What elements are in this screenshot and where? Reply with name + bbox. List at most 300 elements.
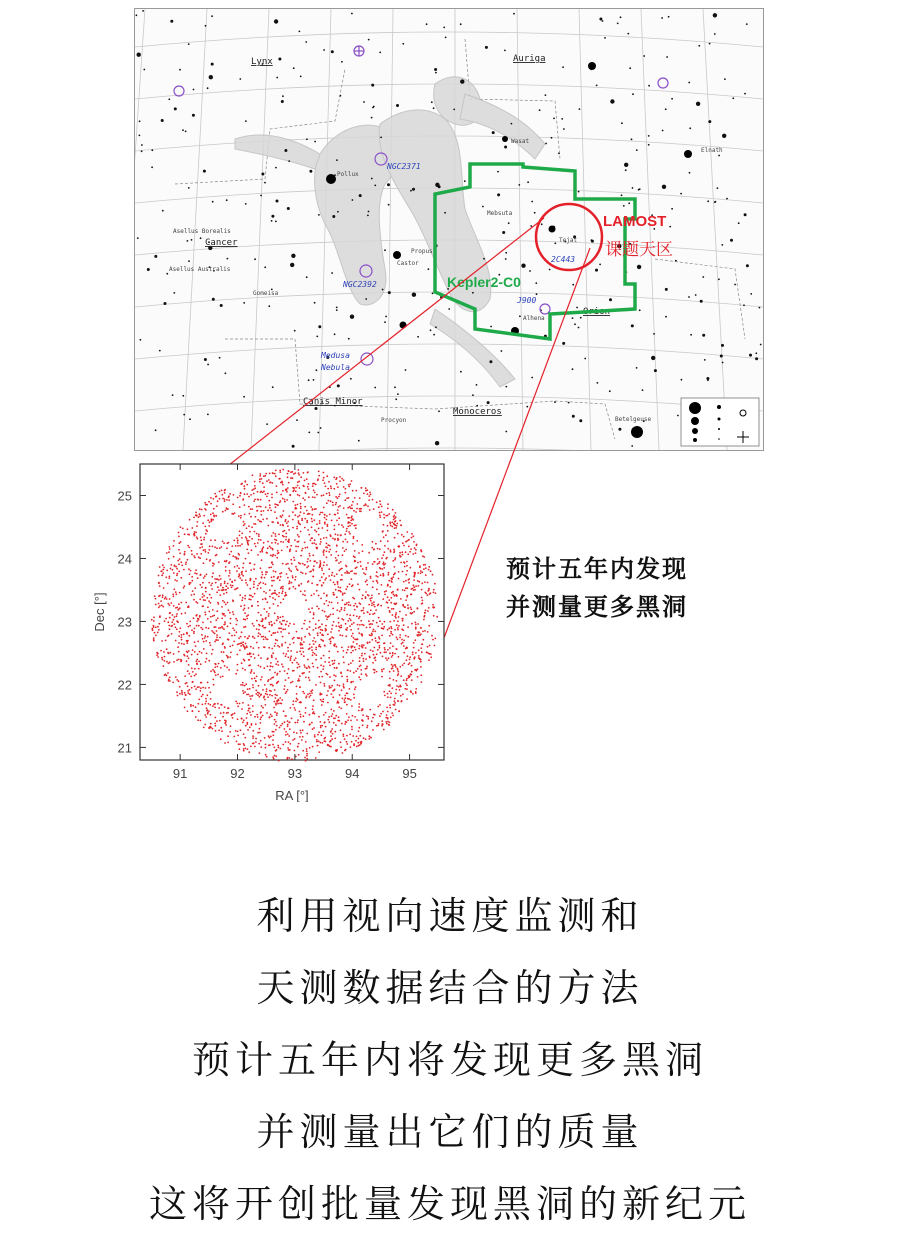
- data-point: [401, 551, 403, 553]
- data-point: [186, 632, 188, 634]
- data-point: [393, 670, 395, 672]
- data-point: [351, 623, 353, 625]
- data-point: [205, 687, 207, 689]
- data-point: [398, 673, 400, 675]
- data-point: [298, 536, 300, 538]
- data-point: [309, 560, 311, 562]
- data-point: [169, 576, 171, 578]
- data-point: [195, 569, 197, 571]
- data-point: [285, 592, 287, 594]
- data-point: [358, 617, 360, 619]
- data-point: [297, 516, 299, 518]
- data-point: [285, 642, 287, 644]
- data-point: [220, 585, 222, 587]
- data-point: [248, 525, 250, 527]
- star-label: Tejat: [559, 237, 578, 244]
- data-point: [243, 485, 245, 487]
- data-point: [176, 568, 178, 570]
- data-point: [350, 520, 352, 522]
- data-point: [280, 588, 282, 590]
- data-point: [181, 634, 183, 636]
- data-point: [325, 741, 327, 743]
- data-point: [375, 575, 377, 577]
- data-point: [277, 645, 279, 647]
- data-point: [323, 494, 325, 496]
- data-point: [349, 525, 351, 527]
- data-point: [181, 693, 183, 695]
- data-point: [356, 508, 358, 510]
- data-point: [270, 684, 272, 686]
- data-point: [329, 549, 331, 551]
- data-point: [244, 598, 246, 600]
- star-label: Gomeisa: [253, 290, 279, 297]
- data-point: [206, 694, 208, 696]
- data-point: [303, 721, 305, 723]
- data-point: [252, 743, 254, 745]
- data-point: [282, 598, 284, 600]
- data-point: [318, 627, 320, 629]
- data-point: [211, 653, 213, 655]
- data-point: [339, 476, 341, 478]
- data-point: [276, 725, 278, 727]
- data-point: [279, 702, 281, 704]
- data-point: [344, 723, 346, 725]
- data-point: [180, 561, 182, 563]
- data-point: [254, 637, 256, 639]
- data-point: [208, 600, 210, 602]
- data-point: [331, 602, 333, 604]
- data-point: [360, 603, 362, 605]
- data-point: [424, 592, 426, 594]
- data-point: [203, 599, 205, 601]
- data-point: [294, 539, 296, 541]
- data-point: [257, 554, 259, 556]
- data-point: [339, 480, 341, 482]
- data-point: [392, 645, 394, 647]
- data-point: [269, 694, 271, 696]
- data-point: [333, 594, 335, 596]
- data-point: [259, 551, 261, 553]
- data-point: [397, 533, 399, 535]
- data-point: [166, 598, 168, 600]
- data-point: [304, 480, 306, 482]
- data-point: [385, 651, 387, 653]
- data-point: [267, 509, 269, 511]
- data-point: [304, 594, 306, 596]
- data-point: [317, 584, 319, 586]
- data-point: [305, 677, 307, 679]
- data-point: [267, 541, 269, 543]
- data-point: [270, 621, 272, 623]
- data-point: [210, 644, 212, 646]
- data-point: [395, 520, 397, 522]
- data-point: [349, 583, 351, 585]
- data-point: [408, 582, 410, 584]
- data-point: [242, 690, 244, 692]
- data-point: [206, 558, 208, 560]
- data-point: [201, 543, 203, 545]
- data-point: [162, 665, 164, 667]
- data-point: [247, 688, 249, 690]
- data-point: [156, 654, 158, 656]
- data-point: [399, 611, 401, 613]
- data-point: [358, 552, 360, 554]
- data-point: [248, 607, 250, 609]
- data-point: [254, 487, 256, 489]
- data-point: [265, 592, 267, 594]
- data-point: [349, 614, 351, 616]
- data-point: [394, 629, 396, 631]
- data-point: [295, 566, 297, 568]
- data-point: [252, 687, 254, 689]
- data-point: [166, 648, 168, 650]
- data-point: [312, 654, 314, 656]
- data-point: [194, 686, 196, 688]
- data-point: [370, 609, 372, 611]
- data-point: [181, 613, 183, 615]
- data-point: [209, 559, 211, 561]
- data-point: [342, 635, 344, 637]
- data-point: [280, 631, 282, 633]
- data-point: [201, 704, 203, 706]
- data-point: [319, 560, 321, 562]
- data-point: [319, 520, 321, 522]
- data-point: [206, 530, 208, 532]
- data-point: [153, 637, 155, 639]
- data-point: [381, 623, 383, 625]
- data-point: [275, 639, 277, 641]
- data-point: [410, 674, 412, 676]
- data-point: [219, 720, 221, 722]
- data-point: [260, 491, 262, 493]
- data-point: [261, 549, 263, 551]
- data-point: [428, 625, 430, 627]
- data-point: [404, 688, 406, 690]
- data-point: [387, 717, 389, 719]
- data-point: [155, 634, 157, 636]
- data-point: [381, 676, 383, 678]
- data-point: [234, 629, 236, 631]
- data-point: [277, 631, 279, 633]
- data-point: [408, 546, 410, 548]
- data-point: [219, 594, 221, 596]
- data-point: [246, 549, 248, 551]
- data-point: [427, 594, 429, 596]
- data-point: [411, 623, 413, 625]
- data-point: [311, 521, 313, 523]
- data-point: [243, 692, 245, 694]
- data-point: [353, 637, 355, 639]
- data-point: [378, 723, 380, 725]
- data-point: [313, 614, 315, 616]
- data-point: [248, 506, 250, 508]
- data-point: [282, 629, 284, 631]
- data-point: [221, 730, 223, 732]
- data-point: [329, 494, 331, 496]
- data-point: [295, 657, 297, 659]
- data-point: [330, 731, 332, 733]
- data-point: [328, 492, 330, 494]
- y-tick-label: 23: [117, 614, 132, 630]
- data-point: [199, 651, 201, 653]
- data-point: [270, 662, 272, 664]
- data-point: [274, 599, 276, 601]
- data-point: [294, 559, 296, 561]
- data-point: [420, 661, 422, 663]
- data-point: [359, 735, 361, 737]
- data-point: [271, 580, 273, 582]
- data-point: [209, 594, 211, 596]
- data-point: [237, 540, 239, 542]
- data-point: [365, 490, 367, 492]
- data-point: [420, 570, 422, 572]
- data-point: [359, 510, 361, 512]
- data-point: [210, 602, 212, 604]
- data-point: [390, 551, 392, 553]
- data-point: [312, 569, 314, 571]
- data-point: [378, 617, 380, 619]
- data-point: [380, 713, 382, 715]
- data-point: [229, 646, 231, 648]
- data-point: [392, 591, 394, 593]
- data-point: [387, 574, 389, 576]
- data-point: [300, 590, 302, 592]
- data-point: [187, 690, 189, 692]
- data-point: [263, 542, 265, 544]
- data-point: [420, 666, 422, 668]
- data-point: [169, 617, 171, 619]
- data-point: [424, 612, 426, 614]
- data-point: [298, 487, 300, 489]
- data-point: [377, 626, 379, 628]
- data-point: [168, 625, 170, 627]
- data-point: [343, 735, 345, 737]
- data-point: [256, 628, 258, 630]
- data-point: [393, 593, 395, 595]
- data-point: [291, 758, 293, 760]
- data-point: [249, 588, 251, 590]
- data-point: [287, 724, 289, 726]
- data-point: [329, 514, 331, 516]
- data-point: [213, 626, 215, 628]
- data-point: [173, 623, 175, 625]
- data-point: [346, 570, 348, 572]
- data-point: [200, 720, 202, 722]
- data-point: [414, 572, 416, 574]
- data-point: [344, 699, 346, 701]
- data-point: [284, 499, 286, 501]
- data-point: [231, 586, 233, 588]
- data-point: [257, 605, 259, 607]
- data-point: [277, 605, 279, 607]
- data-point: [175, 676, 177, 678]
- data-point: [248, 540, 250, 542]
- data-point: [161, 657, 163, 659]
- data-point: [186, 655, 188, 657]
- data-point: [275, 721, 277, 723]
- data-point: [419, 567, 421, 569]
- data-point: [295, 550, 297, 552]
- data-point: [286, 673, 288, 675]
- data-point: [281, 699, 283, 701]
- data-point: [309, 747, 311, 749]
- data-point: [242, 668, 244, 670]
- data-point: [179, 607, 181, 609]
- data-point: [294, 659, 296, 661]
- data-point: [358, 727, 360, 729]
- data-point: [181, 690, 183, 692]
- data-point: [421, 582, 423, 584]
- data-point: [285, 653, 287, 655]
- data-point: [227, 656, 229, 658]
- data-point: [164, 620, 166, 622]
- data-point: [412, 588, 414, 590]
- data-point: [210, 514, 212, 516]
- lamost-label: LAMOST: [603, 213, 667, 230]
- data-point: [313, 643, 315, 645]
- data-point: [185, 561, 187, 563]
- data-point: [348, 664, 350, 666]
- data-point: [195, 706, 197, 708]
- data-point: [164, 660, 166, 662]
- data-point: [283, 620, 285, 622]
- data-point: [345, 539, 347, 541]
- data-point: [279, 502, 281, 504]
- data-point: [347, 620, 349, 622]
- data-point: [181, 692, 183, 694]
- data-point: [397, 669, 399, 671]
- data-point: [152, 629, 154, 631]
- data-point: [348, 497, 350, 499]
- data-point: [253, 500, 255, 502]
- data-point: [197, 577, 199, 579]
- data-point: [413, 589, 415, 591]
- data-point: [242, 498, 244, 500]
- data-point: [181, 639, 183, 641]
- data-point: [333, 662, 335, 664]
- data-point: [418, 634, 420, 636]
- data-point: [180, 526, 182, 528]
- data-point: [273, 747, 275, 749]
- data-point: [376, 653, 378, 655]
- data-point: [389, 691, 391, 693]
- data-point: [278, 596, 280, 598]
- data-point: [284, 685, 286, 687]
- data-point: [309, 626, 311, 628]
- data-point: [258, 654, 260, 656]
- data-point: [337, 497, 339, 499]
- data-point: [315, 508, 317, 510]
- data-point: [333, 710, 335, 712]
- data-point: [399, 520, 401, 522]
- data-point: [318, 731, 320, 733]
- data-point: [365, 573, 367, 575]
- data-point: [278, 747, 280, 749]
- data-point: [308, 496, 310, 498]
- data-point: [262, 574, 264, 576]
- data-point: [314, 492, 316, 494]
- data-point: [273, 603, 275, 605]
- star-label: Asellus Australis: [169, 266, 231, 273]
- data-point: [272, 739, 274, 741]
- data-point: [167, 652, 169, 654]
- data-point: [402, 629, 404, 631]
- data-point: [311, 518, 313, 520]
- data-point: [324, 738, 326, 740]
- data-point: [276, 504, 278, 506]
- data-point: [169, 612, 171, 614]
- data-point: [424, 615, 426, 617]
- data-point: [326, 564, 328, 566]
- data-point: [282, 590, 284, 592]
- data-point: [285, 692, 287, 694]
- data-point: [357, 668, 359, 670]
- data-point: [177, 621, 179, 623]
- data-point: [395, 557, 397, 559]
- data-point: [159, 566, 161, 568]
- data-point: [183, 587, 185, 589]
- data-point: [254, 677, 256, 679]
- data-point: [394, 698, 396, 700]
- data-point: [363, 612, 365, 614]
- data-point: [271, 624, 273, 626]
- data-point: [411, 593, 413, 595]
- data-point: [395, 689, 397, 691]
- data-point: [210, 503, 212, 505]
- data-point: [313, 565, 315, 567]
- data-point: [207, 682, 209, 684]
- data-point: [236, 703, 238, 705]
- data-point: [242, 721, 244, 723]
- data-point: [158, 603, 160, 605]
- data-point: [163, 651, 165, 653]
- data-point: [266, 756, 268, 758]
- data-point: [293, 473, 295, 475]
- data-point: [218, 627, 220, 629]
- data-point: [412, 654, 414, 656]
- data-point: [245, 536, 247, 538]
- data-point: [346, 566, 348, 568]
- data-point: [413, 576, 415, 578]
- data-point: [300, 571, 302, 573]
- data-point: [172, 614, 174, 616]
- data-point: [167, 583, 169, 585]
- data-point: [344, 609, 346, 611]
- data-point: [351, 729, 353, 731]
- data-point: [343, 650, 345, 652]
- data-point: [367, 612, 369, 614]
- data-point: [247, 653, 249, 655]
- data-point: [208, 525, 210, 527]
- data-point: [309, 647, 311, 649]
- data-point: [394, 664, 396, 666]
- data-point: [387, 548, 389, 550]
- data-point: [356, 566, 358, 568]
- data-point: [381, 584, 383, 586]
- data-point: [175, 566, 177, 568]
- data-point: [276, 674, 278, 676]
- data-point: [422, 631, 424, 633]
- data-point: [312, 708, 314, 710]
- data-point: [157, 632, 159, 634]
- data-point: [369, 736, 371, 738]
- data-point: [339, 590, 341, 592]
- data-point: [276, 620, 278, 622]
- data-point: [424, 564, 426, 566]
- data-point: [302, 750, 304, 752]
- data-point: [314, 653, 316, 655]
- data-point: [324, 523, 326, 525]
